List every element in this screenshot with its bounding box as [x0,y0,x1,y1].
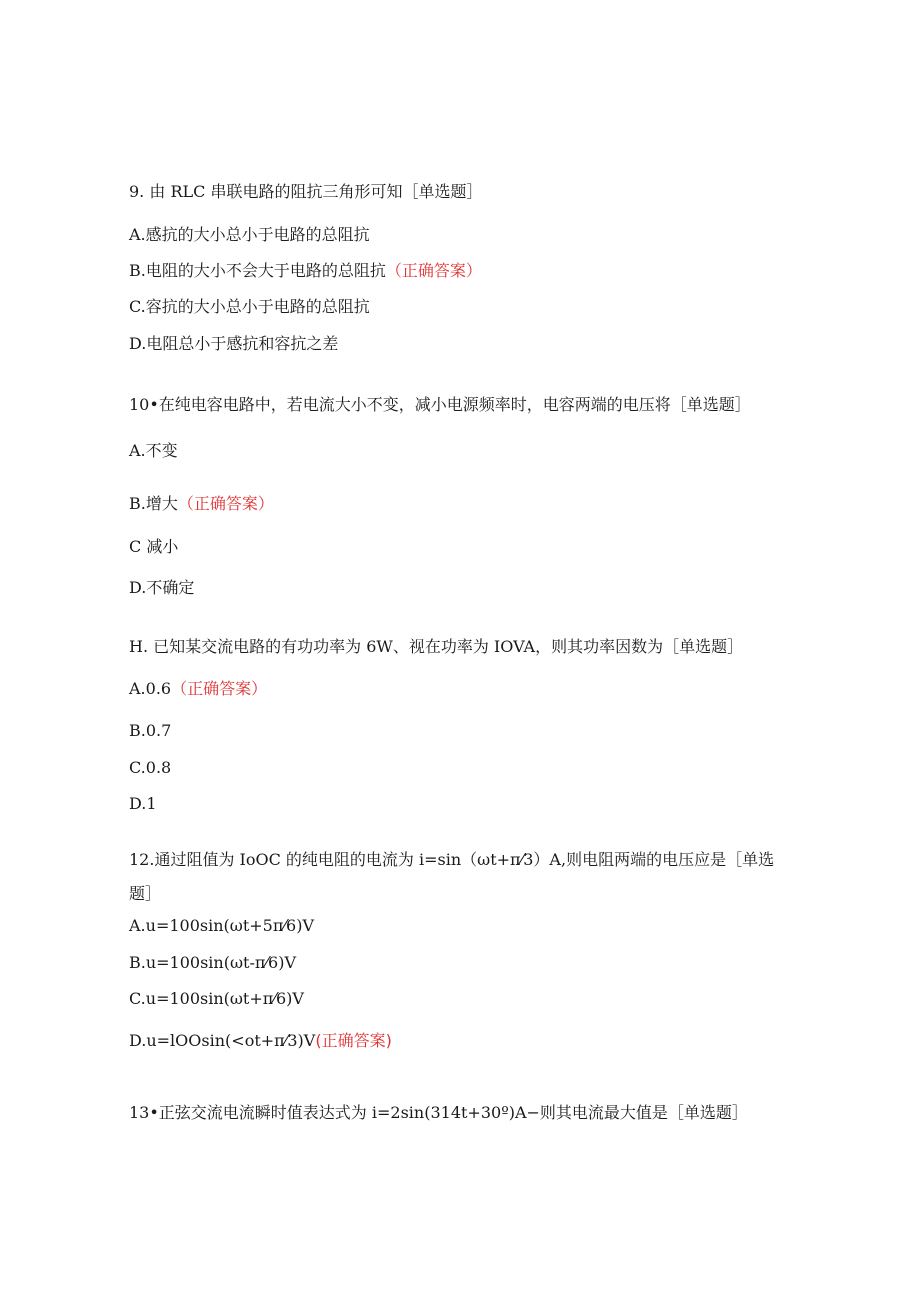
correct-answer-mark: （正确答案） [385,261,482,280]
question-12-option-b: B.u=100sin(ωt-π⁄6)V [129,953,297,972]
question-12-stem: 12.通过阻值为 IoOC 的纯电阻的电流为 i=sin（ωt+π⁄3）A,则电阻两端的电压应是［单选 [129,850,775,869]
question-11-option-b: B.0.7 [129,721,172,740]
question-11-option-c: C.0.8 [129,758,172,777]
question-9-option-b [129,261,482,281]
correct-answer-mark: (正确答案) [315,1031,392,1050]
question-11-option-a [129,679,267,699]
question-13-stem: 13•正弦交流电流瞬时值表达式为 i=2sin(314t+30º)A−则其电流最大值是［单选题］ [129,1103,748,1122]
correct-answer-mark: （正确答案） [177,494,274,513]
option-text: D.u=lOOsin(<ot+π⁄3)V [129,1031,316,1050]
question-10-option-b [129,494,274,514]
option-text: B.电阻的大小不会大于电路的总阻抗 [129,261,386,280]
question-10-option-d: D.不确定 [129,578,195,597]
question-9-stem: 9. 由 RLC 串联电路的阻抗三角形可知［单选题］ [129,182,483,201]
question-9-option-a: A.感抗的大小总小于电路的总阻抗 [129,225,370,244]
question-11-option-d: D.1 [129,794,157,813]
question-12-option-a: A.u=100sin(ωt+5π⁄6)V [129,916,314,935]
question-10-option-a: A.不变 [129,441,178,460]
option-text: A.0.6 [129,679,172,698]
question-12-stem-continued: 题］ [129,884,162,903]
question-12-option-c: C.u=100sin(ωt+π⁄6)V [129,989,304,1008]
question-12-option-d [129,1031,392,1051]
option-text: B.增大 [129,494,178,513]
question-10-stem: 10•在纯电容电路中，若电流大小不变，减小电源频率时，电容两端的电压将［单选题］ [129,395,751,414]
question-10-option-c: C 减小 [129,537,179,556]
question-11-stem: H. 已知某交流电路的有功功率为 6W、视在功率为 IOVA，则其功率因数为［单选题］ [129,637,744,656]
question-9-option-d: D.电阻总小于感抗和容抗之差 [129,334,339,353]
correct-answer-mark: （正确答案） [171,679,268,698]
question-9-option-c: C.容抗的大小总小于电路的总阻抗 [129,297,370,316]
